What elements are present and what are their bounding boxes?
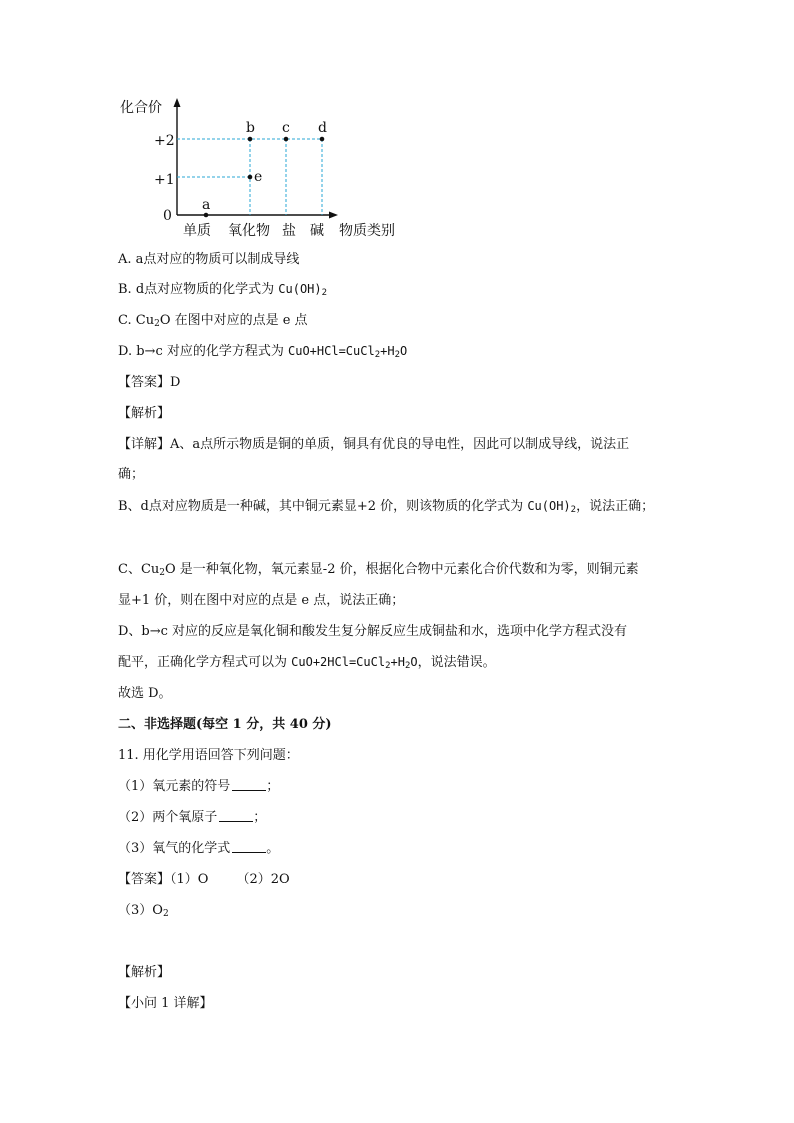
- y-tick-label: +1: [154, 172, 175, 188]
- option-b: B. d点对应物质的化学式为 $Cu(OH)_2$: [118, 282, 328, 298]
- sub-question-1-detail: 【小问 1 详解】: [118, 996, 213, 1011]
- x-axis-title: 物质类别: [339, 223, 395, 239]
- x-category-label: 单质: [183, 223, 211, 239]
- y-axis-title: 化合价: [120, 100, 162, 116]
- point-a: [204, 213, 209, 218]
- option-c: C. $Cu_2O$ 在图中对应的点是 e 点: [118, 313, 308, 329]
- answer-blank: [219, 811, 253, 822]
- detail-d-line1: D、b→c 对应的反应是氧化铜和酸发生复分解反应生成铜盐和水，选项中化学方程式没有: [118, 624, 628, 639]
- x-axis-arrow: [329, 212, 338, 219]
- detail-c-line2: 显+1 价，则在图中对应的点是 e 点，说法正确；: [118, 593, 405, 608]
- y-tick-label: 0: [163, 208, 172, 224]
- question-11-part2: （2）两个氧原子 ；: [118, 810, 267, 825]
- x-category-label: 氧化物: [228, 223, 270, 239]
- point-label-e: e: [254, 169, 263, 185]
- option-a: A. a点对应的物质可以制成导线: [118, 252, 300, 267]
- point-c: [284, 137, 289, 142]
- data-points: [202, 120, 327, 217]
- answer-blank: [232, 780, 266, 791]
- detail-a-line1: 【详解】A、a点所示物质是铜的单质，铜具有优良的导电性，因此可以制成导线，说法正: [118, 437, 630, 452]
- detail-c-line1: C、$Cu_2O$ 是一种氧化物，氧元素显-2 价，根据化合物中元素化合价代数和为零，则铜元素: [118, 562, 639, 578]
- detail-d-line2: 配平，正确化学方程式可以为 $CuO+2HCl=CuCl_2+H_2O$，说法错误。: [118, 655, 496, 671]
- analysis-label-2: 【解析】: [118, 965, 171, 980]
- point-d: [320, 137, 325, 142]
- detail-b: B、d点对应物质是一种碱，其中铜元素显+2 价，则该物质的化学式为 $Cu(OH)_2$，说法正确；: [118, 499, 655, 515]
- question-11-part3: （3）氧气的化学式 。: [118, 841, 280, 856]
- answer-line: 【答案】D: [118, 375, 181, 390]
- point-label-b: b: [246, 120, 255, 136]
- answer-blank: [232, 842, 266, 853]
- point-b: [248, 137, 253, 142]
- point-label-d: d: [318, 120, 327, 136]
- valence-chart: [110, 92, 410, 242]
- x-category-label: 碱: [310, 223, 324, 239]
- analysis-label: 【解析】: [118, 406, 171, 421]
- option-d: D. b→c 对应的化学方程式为 $CuO+HCl=CuCl_2+H_2O$: [118, 344, 408, 360]
- x-category-label: 盐: [282, 223, 296, 239]
- y-axis-arrow: [174, 98, 181, 107]
- question-11: 11. 用化学用语回答下列问题：: [118, 748, 299, 763]
- y-tick-label: +2: [154, 133, 175, 149]
- section-heading: 二、非选择题(每空 1 分，共 40 分): [118, 717, 332, 732]
- conclusion: 故选 D。: [118, 686, 172, 701]
- answer-11-line1: 【答案】（1）O （2）2O: [118, 872, 290, 887]
- point-label-c: c: [282, 120, 290, 136]
- answer-11-line2: $(3)O_2$: [118, 903, 169, 919]
- question-11-part1: （1）氧元素的符号 ；: [118, 779, 280, 794]
- point-label-a: a: [202, 197, 211, 213]
- detail-a-line2: 确；: [118, 467, 145, 482]
- point-e: [248, 175, 253, 180]
